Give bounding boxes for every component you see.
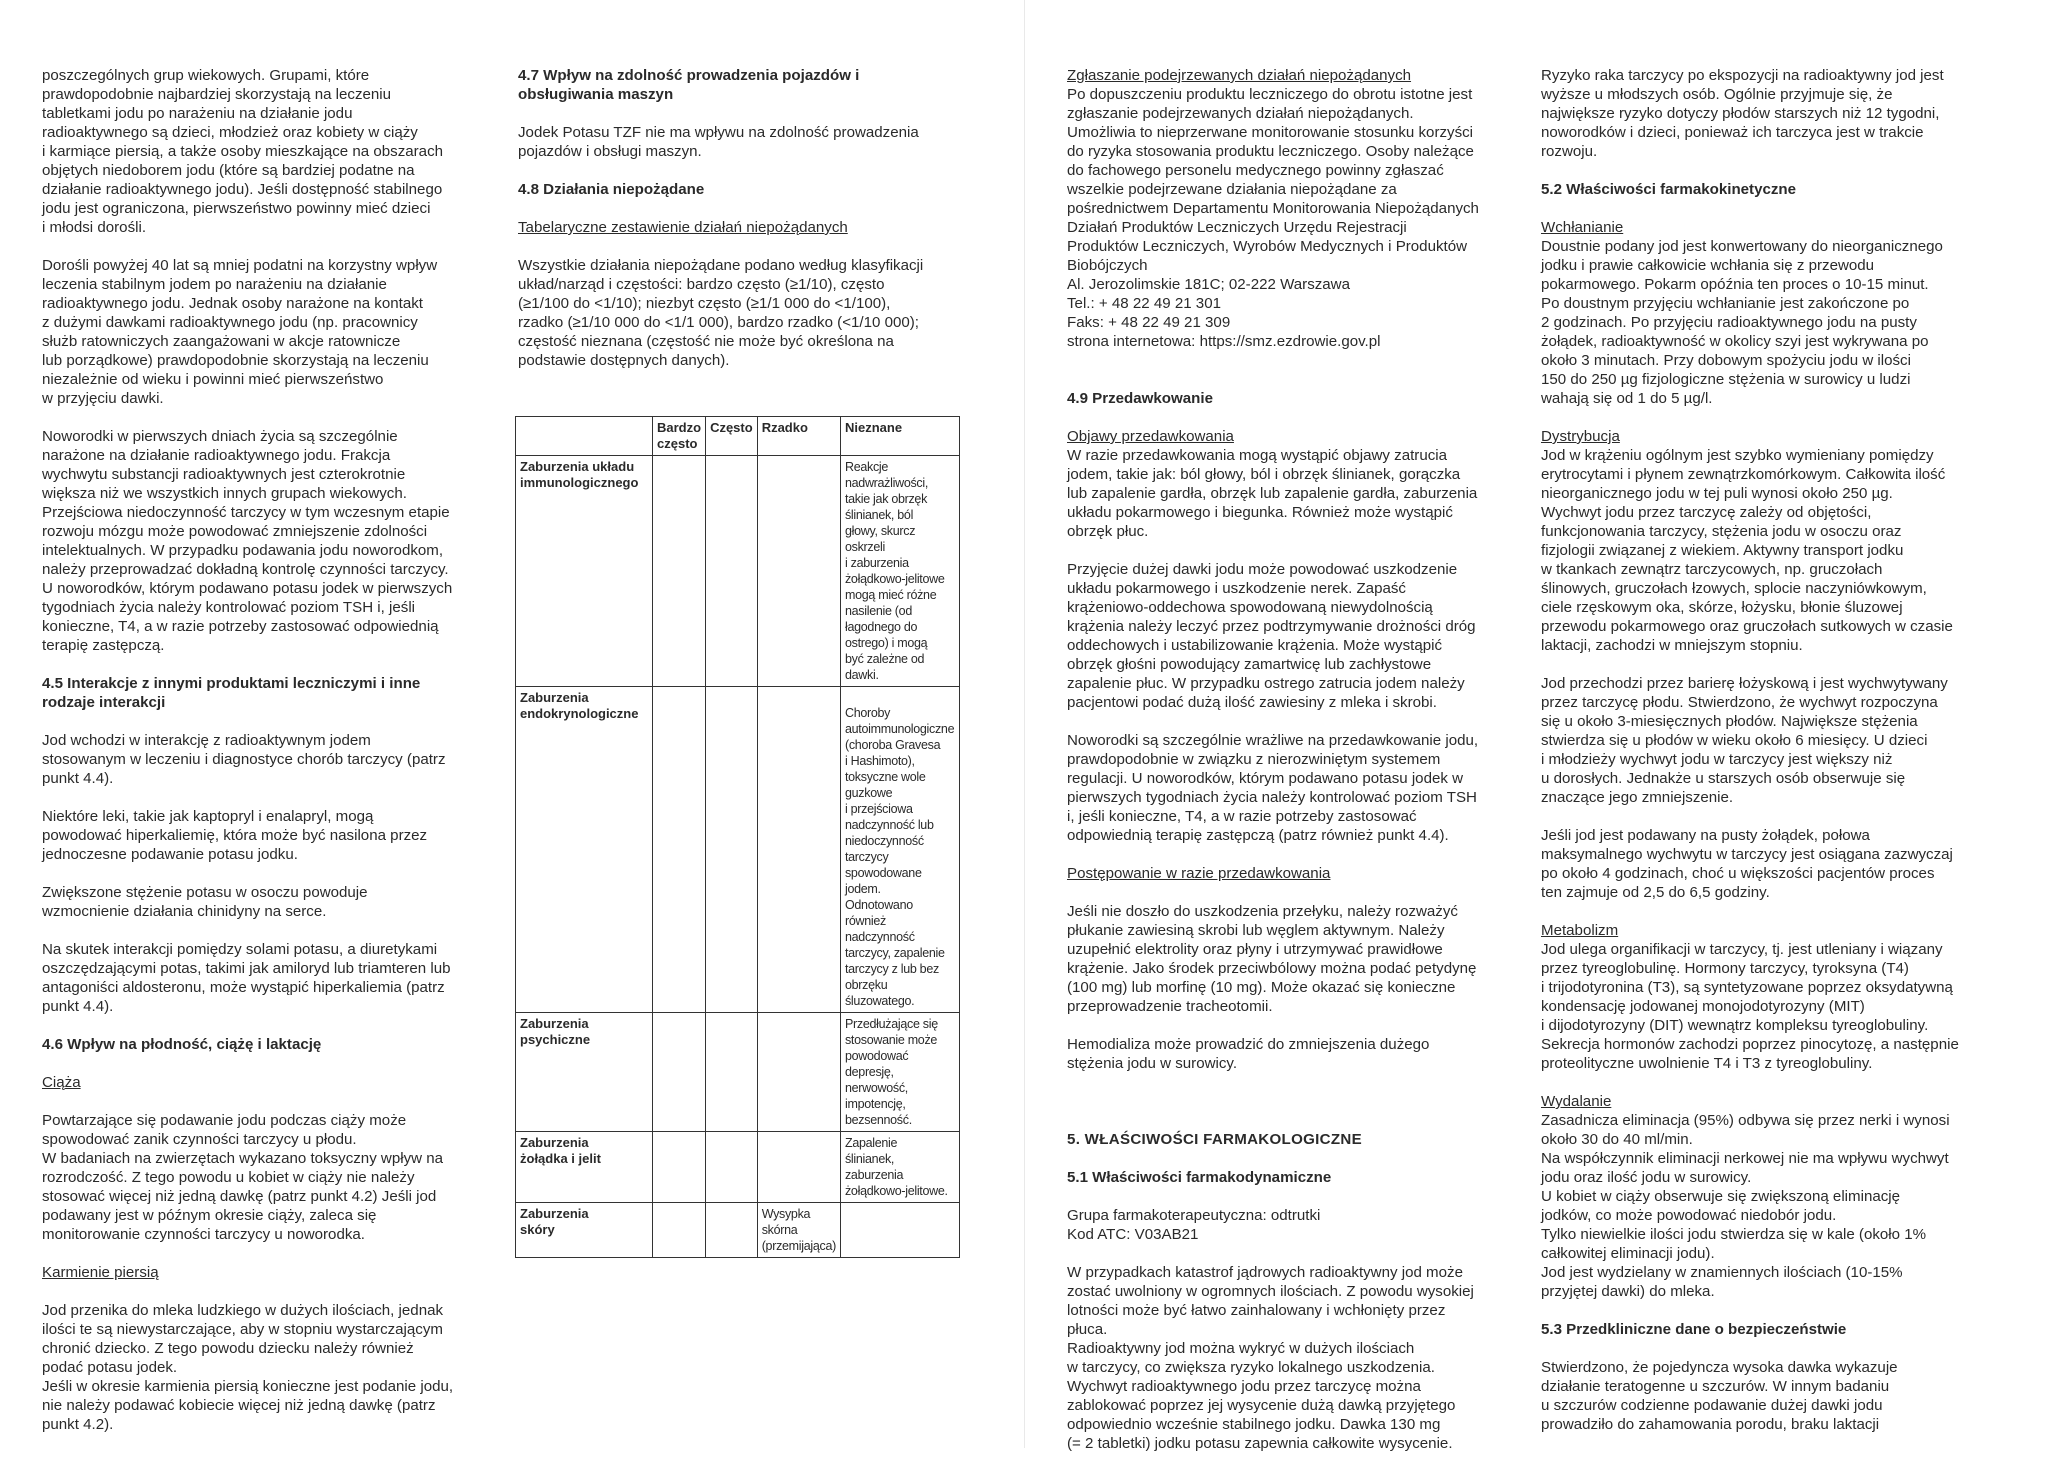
table-cell [706, 687, 758, 1013]
class-cell: Zaburzenia psychiczne [516, 1013, 653, 1132]
column-2 [518, 66, 988, 389]
paragraph: Ryzyko raka tarczycy po ekspozycji na radioaktywny jod jest wyższe u młodszych osób. Ogólnie przyjmuje się, że największe ryzyko dotyczy płodów starszych niż 12 tygodni, noworodków i dzieci, ponieważ ich tarczyca jest w trakcie rozwoju. [1541, 67, 1944, 160]
paragraph: Jeśli jod jest podawany na pusty żołądek, połowa maksymalnego wychwytu w tarczycy jest osiągana zazwyczaj po około 4 godzinach, choć u większości pacjentów proces ten zajmuje od 2,5 do 6,5 godziny. [1541, 827, 1953, 901]
subheading-overdose-symptoms: Objawy przedawkowania [1067, 428, 1234, 445]
subheading-reporting: Zgłaszanie podejrzewanych działań niepożądanych [1067, 67, 1412, 84]
paragraph: W przypadkach katastrof jądrowych radioaktywny jod może zostać uwolniony w ogromnych ilościach. Z powodu wysokiej lotności może być łatwo zainhalowany i wchłonięty przez płuca. Radioaktywny jod można wykryć w dużych ilościach w tarczycy, co zwiększa ryzyko lokalnego uszkodzenia. Wychwyt radioaktywnego jodu przez tarczycę można zablokować poprzez jej wysycenie dużą dawką przyjętego odpowiednio wcześnie stabilnego jodku. Dawka 130 mg (= 2 tabletki) jodku potasu zapewnia całkowite wysycenie. [1067, 1264, 1474, 1452]
paragraph: Zwiększone stężenie potasu w osoczu powoduje wzmocnienie działania chinidyny na serce. [42, 884, 368, 920]
table-cell [706, 1203, 758, 1258]
table-cell [757, 456, 840, 687]
paragraph: Jod wchodzi w interakcję z radioaktywnym jodem stosowanym w leczeniu i diagnostyce chorób tarczycy (patrz punkt 4.4). [42, 732, 446, 787]
paragraph: Na skutek interakcji pomiędzy solami potasu, a diuretykami oszczędzającymi potas, takimi jak amiloryd lub triamteren lub antagoniści aldosteronu, może wystąpić hiperkaliemia (patrz punkt 4.4). [42, 941, 451, 1015]
table-cell: Wysypka skórna (przemijająca) [757, 1203, 840, 1258]
column-3 [1067, 66, 1532, 1472]
section-heading-4-8: 4.8 Działania niepożądane [518, 181, 705, 198]
section-heading-4-6: 4.6 Wpływ na płodność, ciążę i laktację [42, 1036, 322, 1053]
class-cell: Zaburzenia układu immunologicznego [516, 456, 653, 687]
paragraph: Przyjęcie dużej dawki jodu może powodować uszkodzenie układu pokarmowego i uszkodzenie nerek. Zapaść krążeniowo-oddechowa spowodowaną niewydolnością krążenia należy leczyć przez podtrzymywanie drożności dróg oddechowych i ustabilizowanie krążenia. Może wystąpić obrzęk głośni powodujący zamartwicę lub zachłystowe zapalenie płuc. W przypadku ostrego zatrucia jodem należy pacjentowi podać dużą ilość zawiesiny z mleka i skrobi. [1067, 561, 1476, 711]
subheading-absorption: Wchłanianie [1541, 219, 1624, 236]
section-heading-5-1: 5.1 Właściwości farmakodynamiczne [1067, 1169, 1332, 1186]
subheading-ciaza: Ciąża [42, 1074, 81, 1091]
section-heading-5: 5. WŁAŚCIWOŚCI FARMAKOLOGICZNE [1067, 1131, 1362, 1148]
paragraph: Dorośli powyżej 40 lat są mniej podatni na korzystny wpływ leczenia stabilnym jodem po narażeniu na działanie radioaktywnego jodu. Jednak osoby narażone na kontakt z dużymi dawkami radioaktywnego jodu (np. pracownicy służb ratowniczych zaangażowani w akcje ratownicze lub porządkowe) prawdopodobnie skorzystają na leczeniu niezależnie od wieku i powinni mieć pierwszeństwo w przyjęciu dawki. [42, 257, 438, 407]
header-cell: Bardzo często [653, 417, 706, 456]
section-heading-4-7: 4.7 Wpływ na zdolność prowadzenia pojazdów i obsługiwania maszyn [518, 67, 860, 103]
paragraph: Jod przenika do mleka ludzkiego w dużych ilościach, jednak ilości te są niewystarczające, aby w stopniu wystarczającym chronić dziecko. Z tego powodu dziecku należy również podać potasu jodek. Jeśli w okresie karmienia piersią konieczne jest podanie jodu, nie należy podawać kobiecie więcej niż jedną dawkę (patrz punkt 4.2). [42, 1302, 454, 1433]
paragraph: Noworodki są szczególnie wrażliwe na przedawkowanie jodu, prawdopodobnie w związku z nierozwiniętym systemem regulacji. U noworodków, którym podawano potasu jodek w pierwszych tygodniach życia należy kontrolować poziom TSH i, jeśli konieczne, T4, a w razie potrzeby zastosować odpowiednią terapię zastępczą (patrz również punkt 4.4). [1067, 732, 1479, 844]
table-cell [653, 1203, 706, 1258]
paragraph: Jod przechodzi przez barierę łożyskową i jest wychwytywany przez tarczycę płodu. Stwierdzono, że wychwyt rozpoczyna się u około 3-miesięcznych płodów. Największe stężenia stwierdza się u płodów w wieku około 6 miesięcy. U dzieci i młodzieży wychwyt jodu w tarczycy jest większy niż u dorosłych. Jednakże u starszych osób obserwuje się znaczące jego zmniejszenie. [1541, 675, 1948, 806]
paragraph: Hemodializa może prowadzić do zmniejszenia dużego stężenia jodu w surowicy. [1067, 1036, 1430, 1072]
table-row [516, 1013, 960, 1132]
table-row [516, 456, 960, 687]
header-cell: Często [706, 417, 758, 456]
table-cell: Zapalenie ślinianek, zaburzenia żołądkowo-jelitowe. [840, 1132, 959, 1203]
header-cell [516, 417, 653, 456]
paragraph: Doustnie podany jod jest konwertowany do nieorganicznego jodku i prawie całkowicie wchłania się z przewodu pokarmowego. Pokarm opóźnia ten proces o 10-15 minut. Po doustnym przyjęciu wchłanianie jest zakończone po 2 godzinach. Po przyjęciu radioaktywnego jodu na pusty żołądek, radioaktywność w okolicy szyi jest wykrywana po około 3 minutach. Przy dobowym spożyciu jodu w ilości 150 do 250 µg fizjologiczne stężenia w surowicy u ludzi wahają się od 1 do 5 µg/l. [1541, 238, 1943, 407]
paragraph: poszczególnych grup wiekowych. Grupami, które prawdopodobnie najbardziej skorzystają na leczeniu tabletkami jodu po narażeniu na działanie jodu radioaktywnego są dzieci, młodzież oraz kobiety w ciąży i karmiące piersią, a także osoby mieszkające na obszarach objętych niedoborem jodu (które są bardziej podatne na działanie radioaktywnego jodu). Jeśli dostępność stabilnego jodu jest ograniczona, pierwszeństwo powinny mieć dzieci i młodsi dorośli. [42, 67, 444, 236]
adverse-effects-table [515, 416, 960, 1258]
paragraph: Jod ulega organifikacji w tarczycy, tj. jest utleniany i wiązany przez tyreoglobulinę. Hormony tarczycy, tyroksyna (T4) i trijodotyronina (T3), są syntetyzowane poprzez oksydatywną kondensację jodowanej monojodotyrozyny (MIT) i dijodotyrozyny (DIT) wewnątrz kompleksu tyreoglobuliny. Sekrecja hormonów zachodzi poprzez pinocytozę, a następnie proteolityczne uwolnienie T4 i T3 z tyreoglobuliny. [1541, 941, 1959, 1072]
table-cell [706, 456, 758, 687]
header-cell: Nieznane [840, 417, 959, 456]
header-cell: Rzadko [757, 417, 840, 456]
page-fold [1024, 0, 1025, 1448]
table-cell: Przedłużające się stosowanie może powodować depresję, nerwowość, impotencję, bezsenność. [840, 1013, 959, 1132]
paragraph: Niektóre leki, takie jak kaptopryl i enalapryl, mogą powodować hiperkaliemię, która może być nasilona przez jednoczesne podawanie potasu jodku. [42, 808, 428, 863]
paragraph: Noworodki w pierwszych dniach życia są szczególnie narażone na działanie radioaktywnego jodu. Frakcja wychwytu substancji radioaktywnych jest czterokrotnie większa niż we wszystkich innych grupach wiekowych. Przejściowa niedoczynność tarczycy w tym wczesnym etapie rozwoju mózgu może powodować zmniejszenie zdolności intelektualnych. W przypadku podawania jodu noworodkom, należy przeprowadzać dokładną kontrolę czynności tarczycy. U noworodków, którym podawano potasu jodek w pierwszych tygodniach życia należy kontrolować poziom TSH i, jeśli konieczne, T4, a w razie potrzeby zastosować odpowiednią terapię zastępczą. [42, 428, 453, 654]
table-cell [757, 1013, 840, 1132]
subheading-metabolism: Metabolizm [1541, 922, 1619, 939]
table-cell [840, 1203, 959, 1258]
paragraph: Zasadnicza eliminacja (95%) odbywa się przez nerki i wynosi około 30 do 40 ml/min. Na współczynnik eliminacji nerkowej nie ma wpływu wychwyt jodu oraz ilość jodu w surowicy. U kobiet w ciąży obserwuje się zwiększoną eliminację jodków, co może powodować niedobór jodu. Tylko niewielkie ilości jodu stwierdza się w kale (około 1% całkowitej eliminacji jodu). Jod jest wydzielany w znamiennych ilościach (10-15% przyjętej dawki) do mleka. [1541, 1112, 1950, 1300]
paragraph: Wszystkie działania niepożądane podano według klasyfikacji układ/narząd i częstości: bardzo często (≥1/10), często (≥1/100 do <1/10); niezbyt często (≥1/1 000 do <1/100), rzadko (≥1/10 000 do <1/1 000), bardzo rzadko (<1/10 000); częstość nieznana (częstość nie może być określona na podstawie dostępnych danych). [518, 257, 924, 369]
class-cell: Zaburzenia żołądka i jelit [516, 1132, 653, 1203]
class-cell: Zaburzenia endokrynologiczne [516, 687, 653, 1013]
subheading-distribution: Dystrybucja [1541, 428, 1620, 445]
section-heading-4-5: 4.5 Interakcje z innymi produktami leczniczymi i inne rodzaje interakcji [42, 675, 421, 711]
section-heading-5-3: 5.3 Przedkliniczne dane o bezpieczeństwie [1541, 1321, 1847, 1338]
paragraph: Jodek Potasu TZF nie ma wpływu na zdolność prowadzenia pojazdów i obsługi maszyn. [518, 124, 919, 160]
subheading-tabular-summary: Tabelaryczne zestawienie działań niepożądanych [518, 219, 848, 236]
table-cell: Reakcje nadwrażliwości, takie jak obrzęk ślinianek, ból głowy, skurcz oskrzeli i zaburzenia żołądkowo-jelitowe mogą mieć różne nasilenie (od łagodnego do ostrego) i mogą być zależne od dawki. [840, 456, 959, 687]
table-row [516, 1203, 960, 1258]
paragraph: Powtarzające się podawanie jodu podczas ciąży może spowodować zanik czynności tarczycy u płodu. W badaniach na zwierzętach wykazano toksyczny wpływ na rozrodczość. Z tego powodu u kobiet w ciąży nie należy stosować więcej niż jedną dawkę (patrz punkt 4.2) Jeśli jod podawany jest w późnym okresie ciąży, zaleca się monitorowanie czynności tarczycy u noworodka. [42, 1112, 444, 1243]
table-header-row [516, 417, 960, 456]
paragraph: W razie przedawkowania mogą wystąpić objawy zatrucia jodem, takie jak: ból głowy, ból i obrzęk ślinianek, gorączka lub zapalenie gardła, obrzęk lub zapalenie gardła, zaburzenia układu pokarmowego i biegunka. Również może wystąpić obrzęk płuc. [1067, 447, 1478, 540]
table-cell [653, 456, 706, 687]
table-cell [757, 687, 840, 1013]
subheading-excretion: Wydalanie [1541, 1093, 1612, 1110]
section-heading-5-2: 5.2 Właściwości farmakokinetyczne [1541, 181, 1797, 198]
subheading-overdose-management: Postępowanie w razie przedawkowania [1067, 865, 1331, 882]
table-cell [653, 1132, 706, 1203]
class-cell: Zaburzenia skóry [516, 1203, 653, 1258]
column-4 [1541, 66, 2007, 1453]
section-heading-4-9: 4.9 Przedawkowanie [1067, 390, 1213, 407]
table-cell [757, 1132, 840, 1203]
table-cell [653, 687, 706, 1013]
table-cell [653, 1013, 706, 1132]
paragraph: Grupa farmakoterapeutyczna: odtrutki Kod ATC: V03AB21 [1067, 1207, 1321, 1243]
table-row [516, 1132, 960, 1203]
paragraph: Stwierdzono, że pojedyncza wysoka dawka wykazuje działanie teratogenne u szczurów. W innym badaniu u szczurów codzienne podawanie dużej dawki jodu prowadziło do zahamowania porodu, braku laktacji [1541, 1359, 1898, 1433]
table-cell [706, 1013, 758, 1132]
table-cell [706, 1132, 758, 1203]
table-cell: Choroby autoimmunologiczne (choroba Gravesa i Hashimoto), toksyczne wole guzkowe i przejściowa nadczynność lub niedoczynność tarczycy spowodowane jodem. Odnotowano również nadczynność tarczycy, zapalenie tarczycy z lub bez obrzęku śluzowatego. [840, 687, 959, 1013]
paragraph: Jod w krążeniu ogólnym jest szybko wymieniany pomiędzy erytrocytami i płynem zewnątrzkomórkowym. Całkowita ilość nieorganicznego jodu w tej puli wynosi około 250 µg. Wychwyt jodu przez tarczycę zależy od objętości, funkcjonowania tarczycy, stężenia jodu w osoczu oraz fizjologii związanej z wiekiem. Aktywny transport jodku w tkankach zewnątrz tarczycowych, np. gruczołach ślinowych, gruczołach łzowych, splocie naczyniówkowym, ciele rzęskowym oka, skórze, łożysku, błonie śluzowej przewodu pokarmowego oraz gruczołach sutkowych w czasie laktacji, zachodzi w mniejszym stopniu. [1541, 447, 1953, 654]
table-row [516, 687, 960, 1013]
subheading-karmienie: Karmienie piersią [42, 1264, 159, 1281]
paragraph: Po dopuszczeniu produktu leczniczego do obrotu istotne jest zgłaszanie podejrzewanych działań niepożądanych. Umożliwia to nieprzerwane monitorowanie stosunku korzyści do ryzyka stosowania produktu leczniczego. Osoby należące do fachowego personelu medycznego powinny zgłaszać wszelkie podejrzewane działania niepożądane za pośrednictwem Departamentu Monitorowania Niepożądanych Działań Produktów Leczniczych Urzędu Rejestracji Produktów Leczniczych, Wyrobów Medycznych i Produktów Biobójczych Al. Jerozolimskie 181C; 02-222 Warszawa Tel.: + 48 22 49 21 301 Faks: + 48 22 49 21 309 strona internetowa: https://smz.ezdrowie.gov.pl [1067, 86, 1479, 350]
paragraph: Jeśli nie doszło do uszkodzenia przełyku, należy rozważyć płukanie zawiesiną skrobi lub węglem aktywnym. Należy uzupełnić elektrolity oraz płyny i utrzymywać prawidłowe krążenie. Jako środek przeciwbólowy można podać petydynę (100 mg) lub morfinę (10 mg). Może okazać się konieczne przeprowadzenie tracheotomii. [1067, 903, 1477, 1015]
column-1 [42, 66, 507, 1453]
